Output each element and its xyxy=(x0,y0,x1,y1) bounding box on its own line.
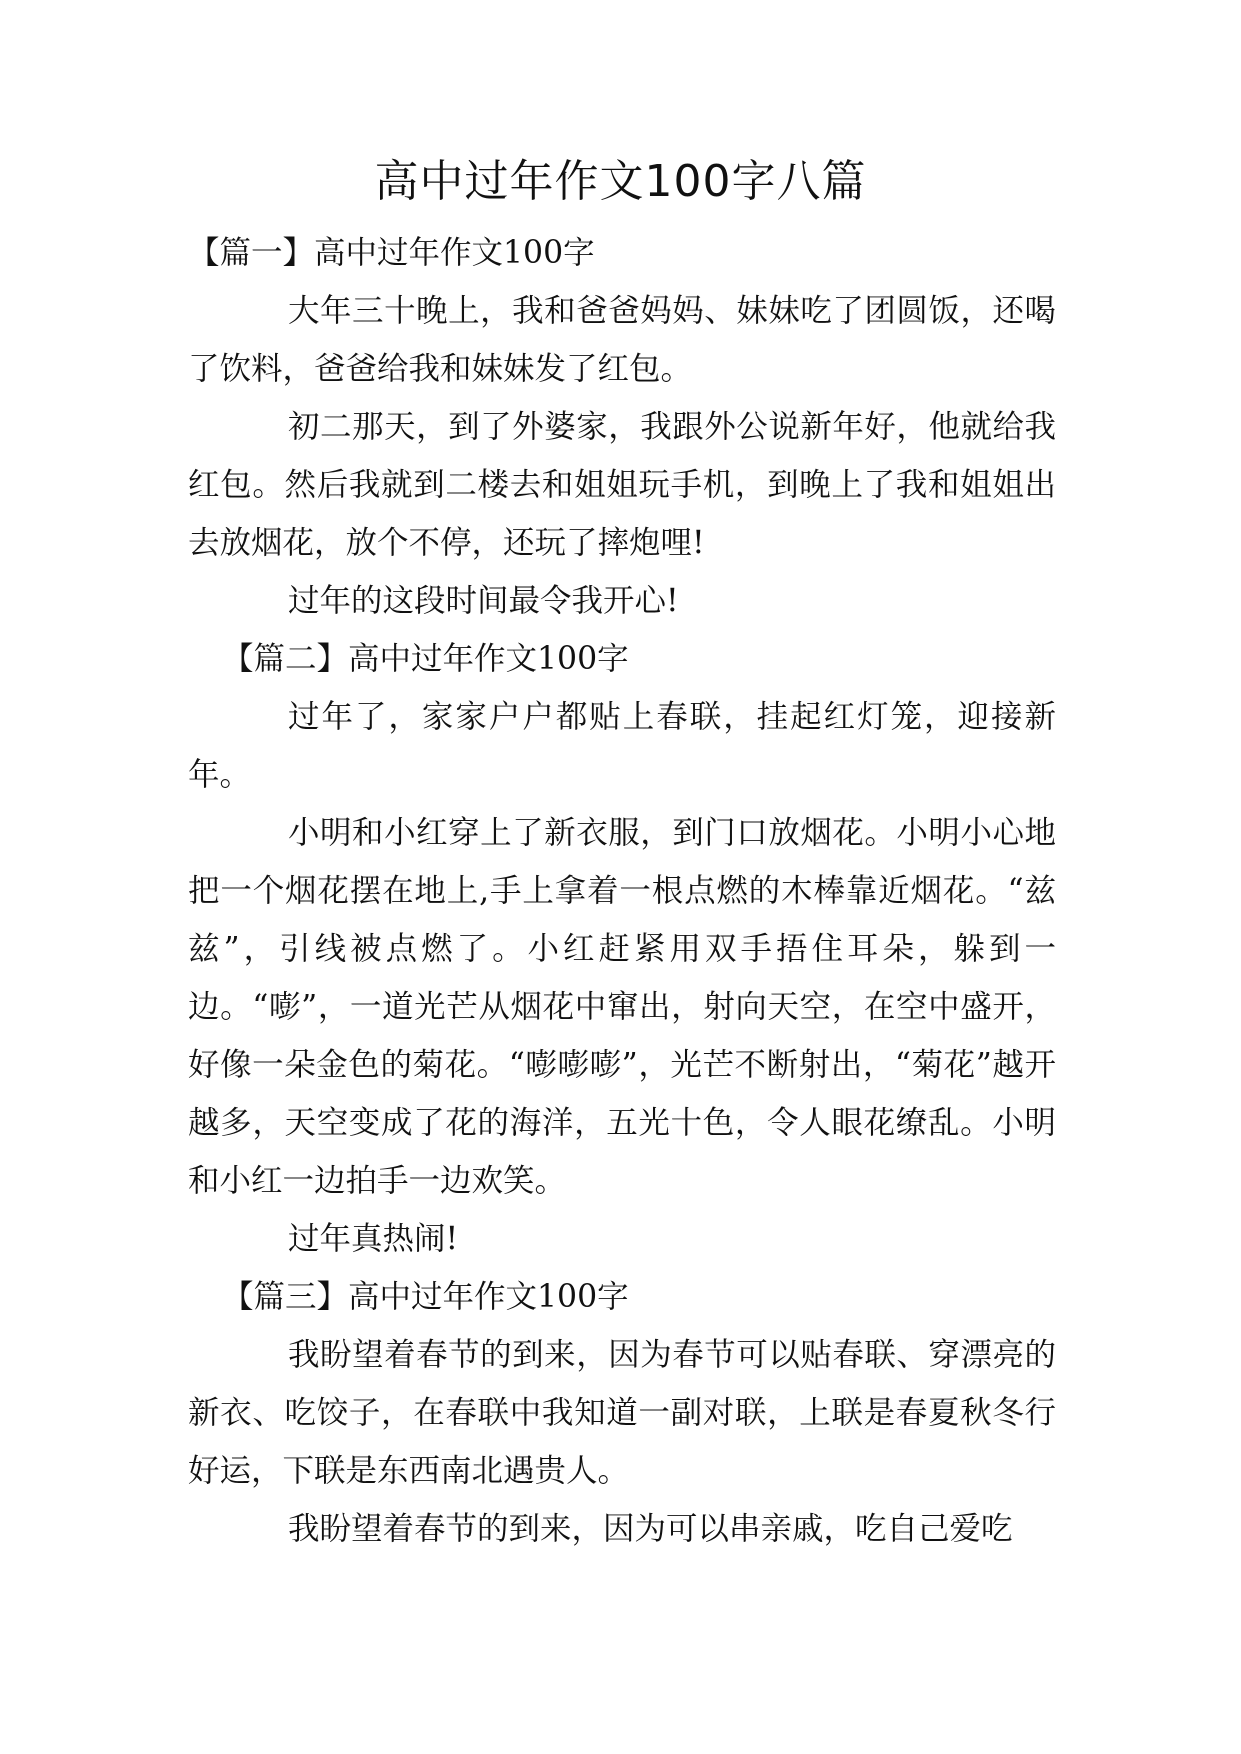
paragraph: 过年真热闹! xyxy=(288,1221,459,1257)
paragraph: 初二那天，到了外婆家，我跟外公说新年好，他就给我红包。然后我就到二楼去和姐姐玩手机，到晚上了我和姐姐出去放烟花，放个不停，还玩了摔炮哩! xyxy=(188,409,1056,561)
paragraph: 我盼望着春节的到来，因为春节可以贴春联、穿漂亮的新衣、吃饺子，在春联中我知道一副对联，上联是春夏秋冬行好运，下联是东西南北遇贵人。 xyxy=(188,1337,1056,1489)
document-title: 高中过年作文100字八篇 xyxy=(374,156,867,207)
paragraph: 过年的这段时间最令我开心! xyxy=(288,583,679,619)
section-heading: 【篇三】高中过年作文100字 xyxy=(222,1279,629,1315)
section-3 xyxy=(188,1268,1056,1558)
document-body xyxy=(188,224,1056,1558)
section-heading: 【篇一】高中过年作文100字 xyxy=(188,235,595,271)
paragraph: 我盼望着春节的到来，因为可以串亲戚，吃自己爱吃 xyxy=(288,1511,1013,1547)
section-heading: 【篇二】高中过年作文100字 xyxy=(222,641,629,677)
paragraph: 小明和小红穿上了新衣服，到门口放烟花。小明小心地把一个烟花摆在地上,手上拿着一根点燃的木棒靠近烟花。“兹兹”，引线被点燃了。小红赶紧用双手捂住耳朵，躲到一边。“嘭”，一道光芒从烟花中窜出，射向天空，在空中盛开，好像一朵金色的菊花。“嘭嘭嘭”，光芒不断射出，“菊花”越开越多，天空变成了花的海洋，五光十色，令人眼花缭乱。小明和小红一边拍手一边欢笑。 xyxy=(188,815,1056,1199)
paragraph: 过年了，家家户户都贴上春联，挂起红灯笼，迎接新年。 xyxy=(188,699,1056,793)
paragraph: 大年三十晚上，我和爸爸妈妈、妹妹吃了团圆饭，还喝了饮料，爸爸给我和妹妹发了红包。 xyxy=(188,293,1056,387)
section-1 xyxy=(188,224,1056,630)
section-2 xyxy=(188,630,1056,1268)
